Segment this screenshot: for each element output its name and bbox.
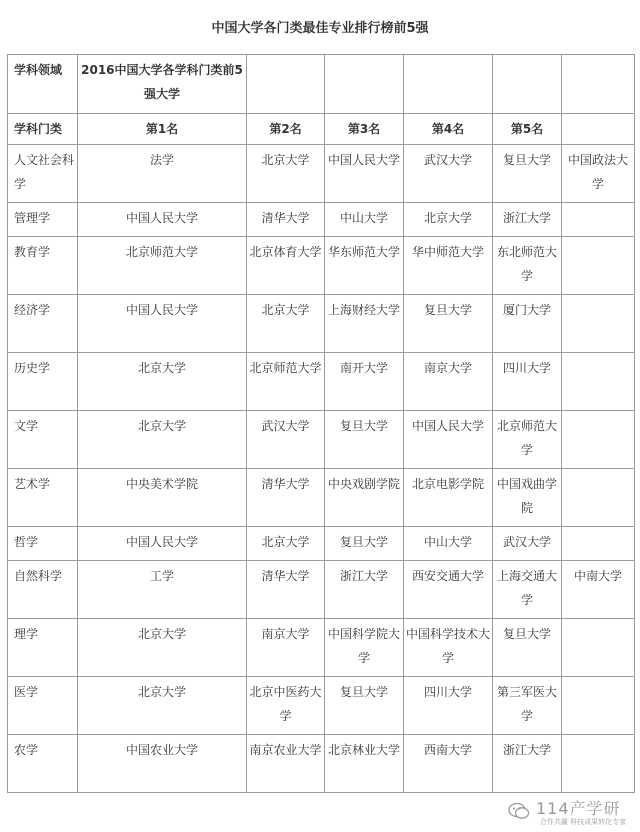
rank-header: 第5名 [493,114,562,145]
rank-cell: 北京师范大学 [247,353,325,411]
empty-cell [404,55,493,114]
header-field-label: 学科领域 [8,55,78,114]
category-cell: 历史学 [8,353,78,411]
rank-cell: 中国人民大学 [404,411,493,469]
rank-cell: 武汉大学 [493,527,562,561]
category-cell: 农学 [8,735,78,793]
empty-cell [562,114,635,145]
category-cell: 自然科学 [8,561,78,619]
rank-cell: 东北师范大学 [493,237,562,295]
table-row [8,411,635,469]
rank-cell: 武汉大学 [247,411,325,469]
table-row [8,145,635,203]
rank-cell: 北京大学 [247,295,325,353]
rank-cell: 中央戏剧学院 [325,469,404,527]
rank-cell: 南京大学 [247,619,325,677]
rank-cell [562,619,635,677]
rank-cell: 中南大学 [562,561,635,619]
page-title: 中国大学各门类最佳专业排行榜前5强 [211,21,429,36]
rank-cell [562,295,635,353]
rank-cell [562,237,635,295]
table-row [8,527,635,561]
rank-cell [562,735,635,793]
table-row [8,561,635,619]
category-cell: 管理学 [8,203,78,237]
category-cell: 艺术学 [8,469,78,527]
table-row [8,735,635,793]
rank-cell: 清华大学 [247,469,325,527]
watermark-text: 114产学研 [536,799,621,818]
empty-cell [325,55,404,114]
empty-cell [493,55,562,114]
category-cell: 文学 [8,411,78,469]
rank-cell [562,527,635,561]
category-cell: 哲学 [8,527,78,561]
rank-cell: 华中师范大学 [404,237,493,295]
rank-cell: 南京农业大学 [247,735,325,793]
table-row [8,469,635,527]
rank-header: 第4名 [404,114,493,145]
rank-cell: 清华大学 [247,203,325,237]
rank-cell: 中国人民大学 [325,145,404,203]
rank-1-cell: 中国人民大学 [78,295,247,353]
rank-1-cell: 北京大学 [78,411,247,469]
rank-1-cell: 中央美术学院 [78,469,247,527]
rank-1-cell: 北京大学 [78,619,247,677]
rank-header: 第2名 [247,114,325,145]
rank-1-cell: 北京大学 [78,677,247,735]
rank-cell: 复旦大学 [493,619,562,677]
rank-cell [562,677,635,735]
table-row [8,677,635,735]
rank-cell: 北京大学 [247,145,325,203]
rank-cell: 西南大学 [404,735,493,793]
category-cell: 医学 [8,677,78,735]
rank-cell: 北京大学 [247,527,325,561]
rank-header: 第1名 [78,114,247,145]
rank-cell: 浙江大学 [493,203,562,237]
rank-1-cell: 北京大学 [78,353,247,411]
table-row [8,353,635,411]
rank-1-cell: 北京师范大学 [78,237,247,295]
rank-cell: 南京大学 [404,353,493,411]
rank-cell: 上海财经大学 [325,295,404,353]
rank-cell: 清华大学 [247,561,325,619]
rank-1-cell: 工学 [78,561,247,619]
rank-1-cell: 中国农业大学 [78,735,247,793]
rank-cell: 北京中医药大学 [247,677,325,735]
rank-cell: 武汉大学 [404,145,493,203]
rank-1-cell: 中国人民大学 [78,527,247,561]
rank-1-cell: 中国人民大学 [78,203,247,237]
watermark-subtext: 合作共赢 科技成果转化专家 [540,818,627,826]
rank-cell: 复旦大学 [404,295,493,353]
rank-cell: 南开大学 [325,353,404,411]
rank-cell: 复旦大学 [325,677,404,735]
table-row [8,295,635,353]
rank-cell: 复旦大学 [325,527,404,561]
empty-cell [247,55,325,114]
rank-header: 第3名 [325,114,404,145]
empty-cell [562,55,635,114]
ranking-table [7,54,635,793]
wechat-icon [508,802,530,820]
rank-cell: 北京师范大学 [493,411,562,469]
rank-cell: 第三军医大学 [493,677,562,735]
rank-cell: 中国科学院大学 [325,619,404,677]
rank-1-cell: 法学 [78,145,247,203]
rank-cell: 中国科学技术大学 [404,619,493,677]
header-category-label: 学科门类 [8,114,78,145]
rank-cell: 中山大学 [325,203,404,237]
rank-cell: 厦门大学 [493,295,562,353]
rank-cell: 中国戏曲学院 [493,469,562,527]
rank-cell: 北京大学 [404,203,493,237]
rank-cell: 四川大学 [404,677,493,735]
header-row-rank [8,114,635,145]
rank-cell: 复旦大学 [493,145,562,203]
rank-cell [562,353,635,411]
table-row [8,203,635,237]
rank-cell: 北京体育大学 [247,237,325,295]
header-description: 2016中国大学各学科门类前5强大学 [78,55,247,114]
category-cell: 经济学 [8,295,78,353]
rank-cell: 浙江大学 [493,735,562,793]
category-cell: 人文社会科学 [8,145,78,203]
category-cell: 理学 [8,619,78,677]
watermark [508,800,626,826]
rank-cell: 北京林业大学 [325,735,404,793]
rank-cell: 四川大学 [493,353,562,411]
rank-cell: 西安交通大学 [404,561,493,619]
rank-cell: 北京电影学院 [404,469,493,527]
rank-cell [562,469,635,527]
rank-cell [562,411,635,469]
rank-cell: 复旦大学 [325,411,404,469]
rank-cell: 华东师范大学 [325,237,404,295]
header-row-field [8,55,635,114]
table-row [8,237,635,295]
category-cell: 教育学 [8,237,78,295]
rank-cell: 上海交通大学 [493,561,562,619]
rank-cell: 浙江大学 [325,561,404,619]
rank-cell: 中山大学 [404,527,493,561]
table-row [8,619,635,677]
rank-cell: 中国政法大学 [562,145,635,203]
rank-cell [562,203,635,237]
